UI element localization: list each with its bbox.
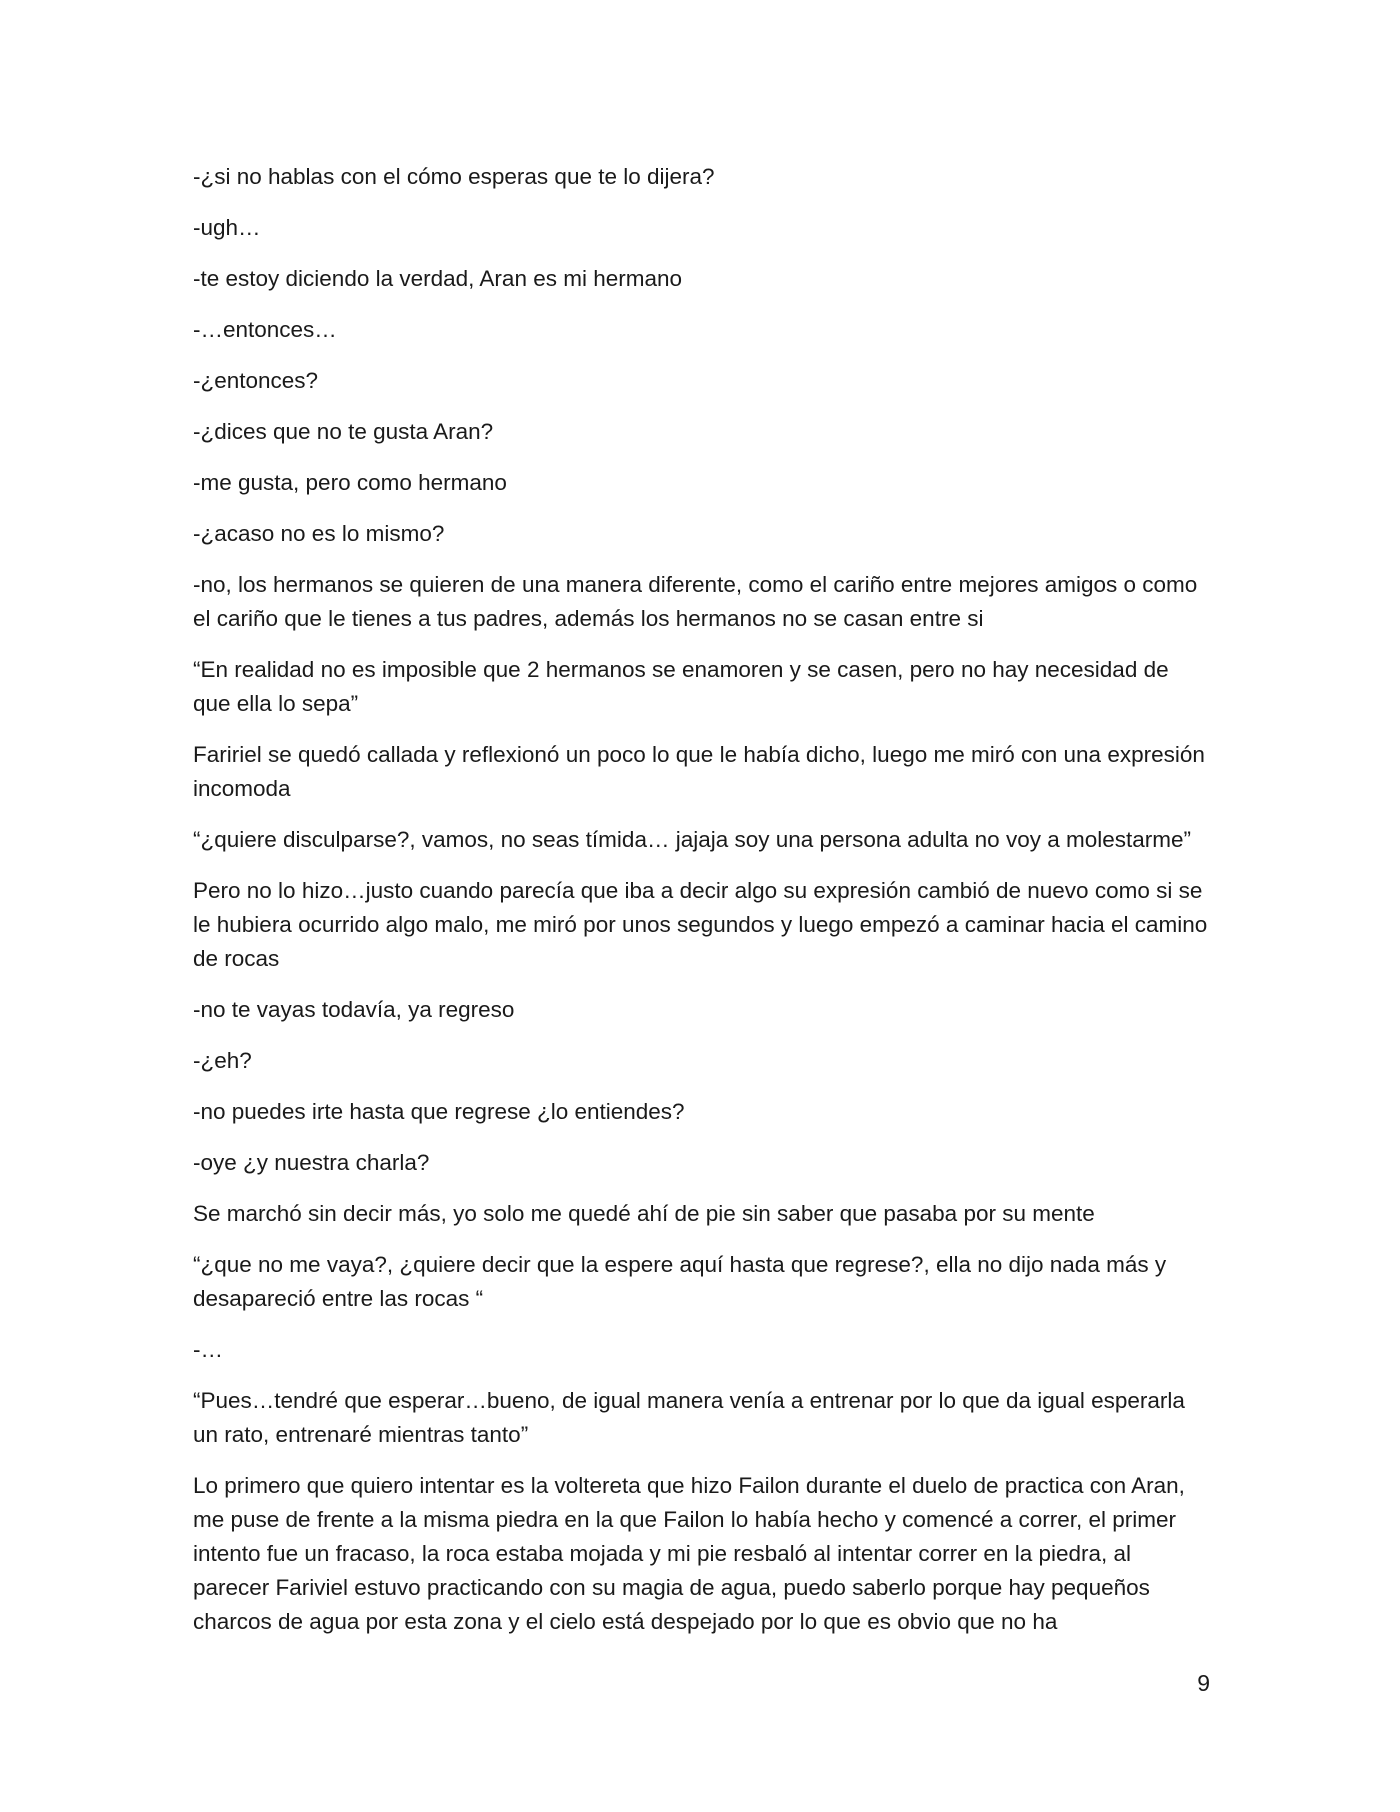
paragraph-7: -me gusta, pero como hermano	[193, 470, 507, 495]
paragraph-18: Se marchó sin decir más, yo solo me quedé ahí de pie sin saber que pasaba por su mente	[193, 1201, 1095, 1226]
paragraph-11: Faririel se quedó callada y reflexionó un poco lo que le había dicho, luego me miró con una expresión incomoda	[193, 742, 1205, 801]
body-text	[193, 160, 1208, 1656]
paragraph-5: -¿entonces?	[193, 368, 319, 393]
paragraph-16: -no puedes irte hasta que regrese ¿lo entiendes?	[193, 1099, 685, 1124]
paragraph-1: -¿si no hablas con el cómo esperas que te lo dijera?	[193, 164, 715, 189]
page-number: 9	[1197, 1670, 1210, 1696]
paragraph-6: -¿dices que no te gusta Aran?	[193, 419, 494, 444]
paragraph-8: -¿acaso no es lo mismo?	[193, 521, 445, 546]
paragraph-9: -no, los hermanos se quieren de una manera diferente, como el cariño entre mejores amigos o como el cariño que le tienes a tus padres, además los hermanos no se casan entre si	[193, 572, 1198, 631]
paragraph-12: “¿quiere disculparse?, vamos, no seas tímida… jajaja soy una persona adulta no voy a molestarme”	[193, 827, 1191, 852]
paragraph-14: -no te vayas todavía, ya regreso	[193, 997, 515, 1022]
paragraph-19: “¿que no me vaya?, ¿quiere decir que la espere aquí hasta que regrese?, ella no dijo nada más y desapareció entre las rocas “	[193, 1252, 1167, 1311]
paragraph-17: -oye ¿y nuestra charla?	[193, 1150, 430, 1175]
paragraph-3: -te estoy diciendo la verdad, Aran es mi hermano	[193, 266, 683, 291]
paragraph-20: -…	[193, 1337, 223, 1362]
paragraph-15: -¿eh?	[193, 1048, 252, 1073]
paragraph-21: “Pues…tendré que esperar…bueno, de igual manera venía a entrenar por lo que da igual esperarla un rato, entrenaré mientras tanto”	[193, 1388, 1185, 1447]
paragraph-22: Lo primero que quiero intentar es la voltereta que hizo Failon durante el duelo de practica con Aran, me puse de frente a la misma piedra en la que Failon lo había hecho y comencé a correr, el primer intento fue un fracaso, la roca estaba mojada y mi pie resbaló al intentar correr en la piedra, al parecer Fariviel estuvo practicando con su magia de agua, puedo saberlo porque hay pequeños charcos de agua por esta zona y el cielo está despejado por lo que es obvio que no ha	[193, 1473, 1185, 1634]
paragraph-2: -ugh…	[193, 215, 261, 240]
paragraph-10: “En realidad no es imposible que 2 hermanos se enamoren y se casen, pero no hay necesidad de que ella lo sepa”	[193, 657, 1169, 716]
paragraph-4: -…entonces…	[193, 317, 337, 342]
paragraph-13: Pero no lo hizo…justo cuando parecía que iba a decir algo su expresión cambió de nuevo como si se le hubiera ocurrido algo malo, me miró por unos segundos y luego empezó a caminar hacia el camino de rocas	[193, 878, 1208, 971]
